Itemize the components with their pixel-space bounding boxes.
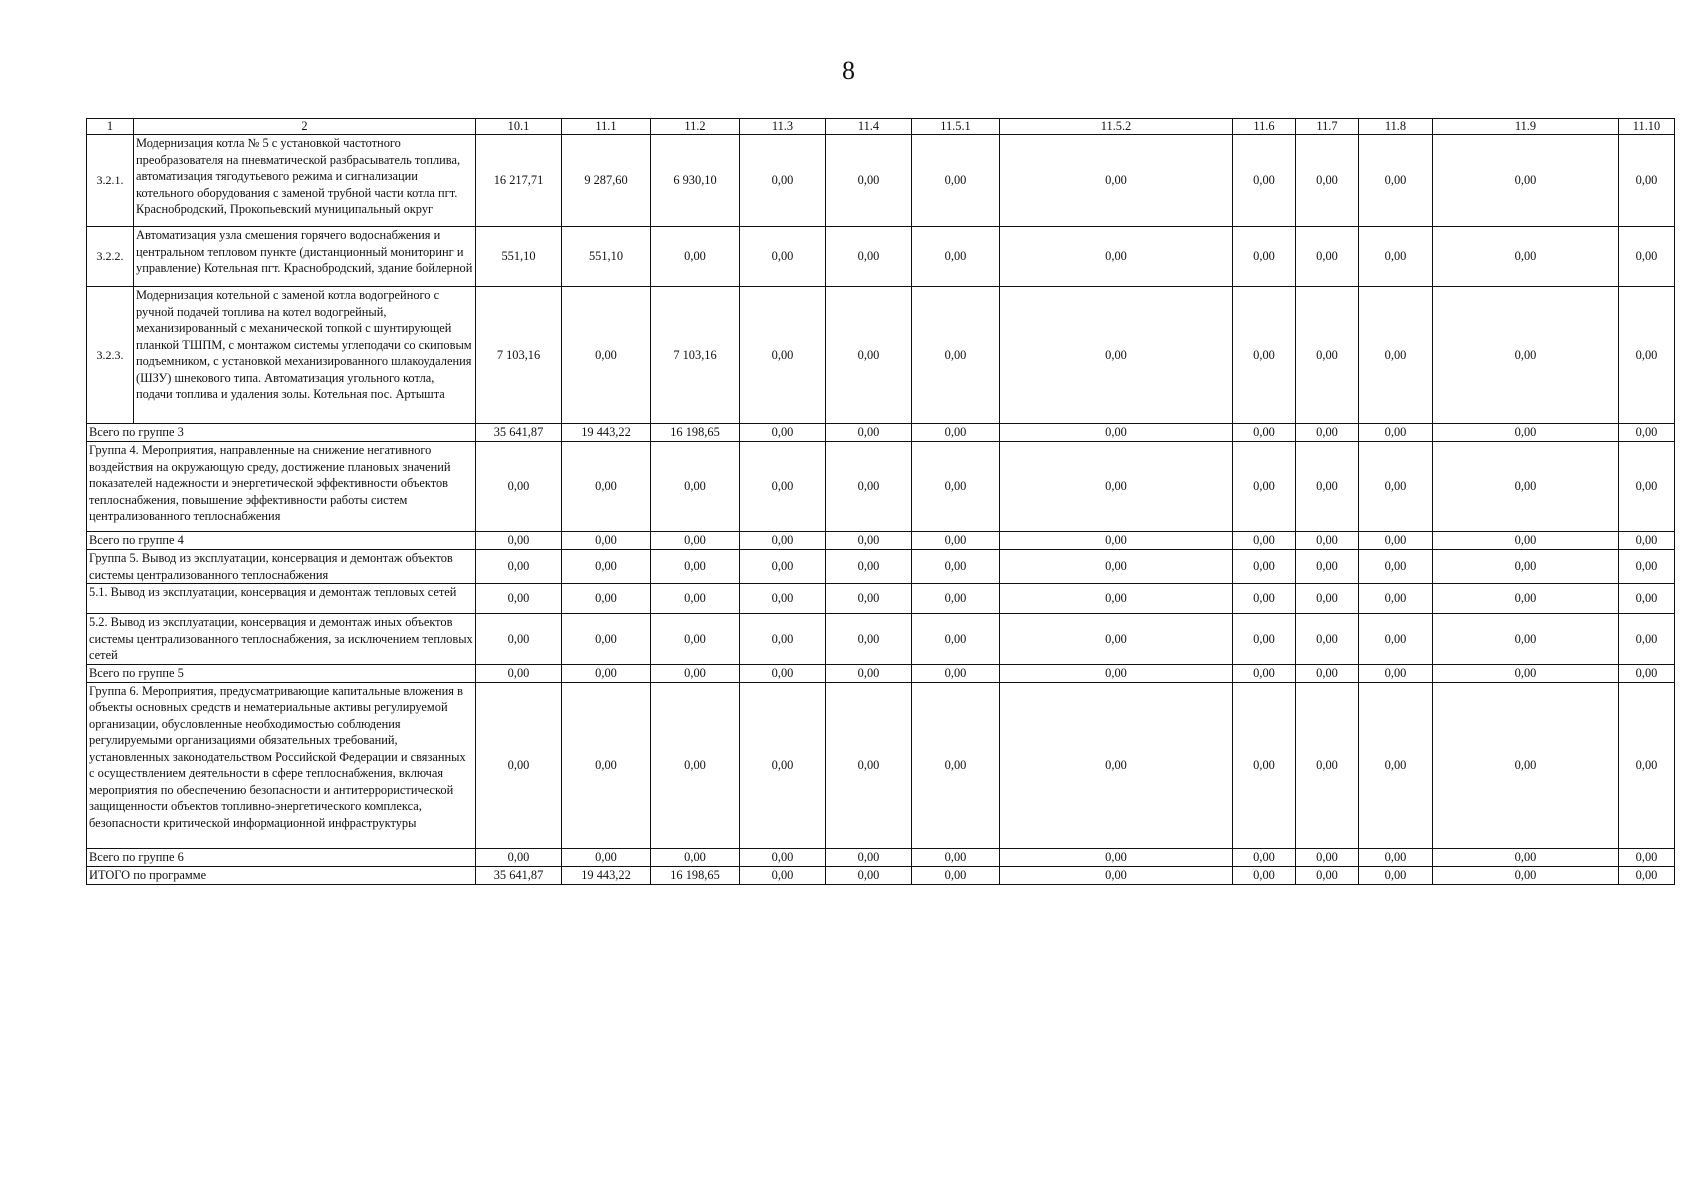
column-header: 11.6 (1233, 119, 1296, 135)
value-cell: 0,00 (740, 532, 826, 550)
column-header: 11.9 (1433, 119, 1619, 135)
value-cell: 0,00 (1000, 135, 1233, 227)
value-cell: 0,00 (740, 227, 826, 287)
value-cell: 0,00 (740, 848, 826, 866)
value-cell: 0,00 (562, 664, 651, 682)
value-cell: 0,00 (1233, 682, 1296, 848)
value-cell: 0,00 (1359, 614, 1433, 665)
value-cell: 0,00 (912, 848, 1000, 866)
column-header: 11.8 (1359, 119, 1433, 135)
value-cell: 0,00 (1233, 664, 1296, 682)
value-cell: 0,00 (740, 866, 826, 884)
group-label: Группа 4. Мероприятия, направленные на снижение негативного воздействия на окружающую среду, достижение плановых значений показателей надежности и энергетической эффективности объектов теплоснабжения, повышение эффективности работы систем централизованного теплоснабжения (87, 442, 476, 532)
value-cell: 6 930,10 (651, 135, 740, 227)
value-cell: 0,00 (912, 584, 1000, 614)
value-cell: 0,00 (1433, 442, 1619, 532)
value-cell: 7 103,16 (476, 287, 562, 424)
table-group-row (87, 550, 1675, 584)
value-cell: 0,00 (1359, 584, 1433, 614)
value-cell: 0,00 (476, 550, 562, 584)
value-cell: 0,00 (651, 532, 740, 550)
value-cell: 0,00 (740, 682, 826, 848)
value-cell: 0,00 (476, 442, 562, 532)
value-cell: 0,00 (740, 287, 826, 424)
table-group-row (87, 614, 1675, 665)
value-cell: 0,00 (1359, 135, 1433, 227)
value-cell: 0,00 (1296, 287, 1359, 424)
value-cell: 0,00 (1000, 550, 1233, 584)
value-cell: 0,00 (826, 848, 912, 866)
value-cell: 0,00 (1296, 227, 1359, 287)
value-cell: 0,00 (912, 866, 1000, 884)
value-cell: 0,00 (740, 664, 826, 682)
column-header: 11.5.2 (1000, 119, 1233, 135)
column-header: 11.2 (651, 119, 740, 135)
value-cell: 0,00 (1619, 848, 1675, 866)
value-cell: 0,00 (651, 442, 740, 532)
value-cell: 0,00 (740, 584, 826, 614)
value-cell: 0,00 (1000, 227, 1233, 287)
total-label: ИТОГО по программе (87, 866, 476, 884)
value-cell: 0,00 (912, 664, 1000, 682)
table-group-row (87, 584, 1675, 614)
value-cell: 0,00 (1000, 584, 1233, 614)
value-cell: 0,00 (1619, 682, 1675, 848)
value-cell: 0,00 (1359, 848, 1433, 866)
value-cell: 0,00 (1233, 866, 1296, 884)
table-group-row (87, 442, 1675, 532)
row-description: Модернизация котла № 5 с установкой частотного преобразователя на пневматической разбрасыватель топлива, автоматизация тягодутьевого режима и сигнализации котельного оборудования с заменой трубной части котла пгт. Краснобродский, Прокопьевский муниципальный округ (134, 135, 476, 227)
value-cell: 0,00 (1433, 584, 1619, 614)
value-cell: 0,00 (1233, 532, 1296, 550)
value-cell: 0,00 (740, 442, 826, 532)
value-cell: 0,00 (1433, 532, 1619, 550)
column-header: 11.3 (740, 119, 826, 135)
value-cell: 0,00 (1233, 584, 1296, 614)
value-cell: 0,00 (476, 682, 562, 848)
value-cell: 0,00 (1433, 848, 1619, 866)
group-label: Группа 5. Вывод из эксплуатации, консервация и демонтаж объектов системы централизованного теплоснабжения (87, 550, 476, 584)
value-cell: 0,00 (826, 584, 912, 614)
value-cell: 0,00 (826, 866, 912, 884)
total-label: Всего по группе 4 (87, 532, 476, 550)
value-cell: 0,00 (826, 442, 912, 532)
value-cell: 0,00 (912, 614, 1000, 665)
table-group-row (87, 682, 1675, 848)
table-total-row (87, 532, 1675, 550)
value-cell: 0,00 (1233, 135, 1296, 227)
value-cell: 0,00 (1359, 550, 1433, 584)
value-cell: 0,00 (1296, 584, 1359, 614)
value-cell: 0,00 (1233, 424, 1296, 442)
value-cell: 0,00 (1433, 550, 1619, 584)
value-cell: 0,00 (1433, 227, 1619, 287)
table-row (87, 287, 1675, 424)
value-cell: 0,00 (562, 442, 651, 532)
value-cell: 0,00 (1433, 682, 1619, 848)
column-header: 1 (87, 119, 134, 135)
value-cell: 0,00 (826, 135, 912, 227)
value-cell: 0,00 (1619, 227, 1675, 287)
value-cell: 0,00 (476, 532, 562, 550)
value-cell: 0,00 (912, 227, 1000, 287)
value-cell: 0,00 (651, 664, 740, 682)
value-cell: 0,00 (1296, 866, 1359, 884)
value-cell: 0,00 (1619, 866, 1675, 884)
value-cell: 0,00 (740, 135, 826, 227)
investment-program-table (86, 118, 1675, 885)
value-cell: 0,00 (562, 848, 651, 866)
value-cell: 0,00 (1000, 848, 1233, 866)
value-cell: 16 198,65 (651, 866, 740, 884)
value-cell: 0,00 (1296, 442, 1359, 532)
value-cell: 0,00 (1000, 287, 1233, 424)
value-cell: 0,00 (1233, 848, 1296, 866)
row-description: Автоматизация узла смешения горячего водоснабжения и центральном тепловом пункте (дистанционный мониторинг и управление) Котельная пгт. Краснобродский, здание бойлерной (134, 227, 476, 287)
value-cell: 0,00 (1359, 664, 1433, 682)
value-cell: 0,00 (740, 550, 826, 584)
value-cell: 35 641,87 (476, 866, 562, 884)
table-total-row (87, 664, 1675, 682)
value-cell: 7 103,16 (651, 287, 740, 424)
value-cell: 0,00 (1619, 532, 1675, 550)
group-label: Группа 6. Мероприятия, предусматривающие капитальные вложения в объекты основных средств и нематериальные активы регулируемой организации, обусловленные необходимостью соблюдения регулируемыми организациями обязательных требований, установленных законодательством Российской Федерации и связанных с осуществлением деятельности в сфере теплоснабжения, включая мероприятия по обеспечению безопасности и антитеррористической защищенности объектов топливно-энергетического комплекса, безопасности критической информационной инфраструктуры (87, 682, 476, 848)
value-cell: 0,00 (476, 614, 562, 665)
value-cell: 0,00 (826, 682, 912, 848)
value-cell: 0,00 (651, 584, 740, 614)
value-cell: 0,00 (1433, 135, 1619, 227)
value-cell: 551,10 (562, 227, 651, 287)
value-cell: 0,00 (476, 848, 562, 866)
value-cell: 0,00 (562, 287, 651, 424)
value-cell: 0,00 (912, 442, 1000, 532)
value-cell: 0,00 (1296, 664, 1359, 682)
value-cell: 0,00 (1296, 532, 1359, 550)
value-cell: 9 287,60 (562, 135, 651, 227)
value-cell: 0,00 (912, 135, 1000, 227)
row-code: 3.2.1. (87, 135, 134, 227)
value-cell: 0,00 (1433, 424, 1619, 442)
value-cell: 0,00 (826, 424, 912, 442)
column-header: 11.5.1 (912, 119, 1000, 135)
value-cell: 0,00 (1619, 614, 1675, 665)
value-cell: 0,00 (1359, 682, 1433, 848)
value-cell: 0,00 (562, 682, 651, 848)
value-cell: 0,00 (1359, 287, 1433, 424)
column-header: 10.1 (476, 119, 562, 135)
value-cell: 0,00 (1619, 135, 1675, 227)
value-cell: 0,00 (1000, 682, 1233, 848)
value-cell: 0,00 (1619, 664, 1675, 682)
value-cell: 0,00 (826, 227, 912, 287)
value-cell: 0,00 (826, 664, 912, 682)
value-cell: 0,00 (1233, 227, 1296, 287)
column-header: 11.10 (1619, 119, 1675, 135)
column-header: 11.1 (562, 119, 651, 135)
row-code: 3.2.3. (87, 287, 134, 424)
value-cell: 0,00 (1433, 287, 1619, 424)
value-cell: 0,00 (740, 614, 826, 665)
value-cell: 0,00 (740, 424, 826, 442)
value-cell: 0,00 (912, 532, 1000, 550)
value-cell: 0,00 (562, 532, 651, 550)
value-cell: 0,00 (1000, 664, 1233, 682)
value-cell: 0,00 (1619, 424, 1675, 442)
value-cell: 0,00 (1000, 866, 1233, 884)
value-cell: 0,00 (1619, 287, 1675, 424)
value-cell: 0,00 (1296, 424, 1359, 442)
row-code: 3.2.2. (87, 227, 134, 287)
value-cell: 0,00 (1233, 550, 1296, 584)
table-total-row (87, 424, 1675, 442)
value-cell: 0,00 (1296, 848, 1359, 866)
value-cell: 19 443,22 (562, 866, 651, 884)
value-cell: 0,00 (826, 287, 912, 424)
value-cell: 0,00 (1359, 532, 1433, 550)
value-cell: 0,00 (912, 550, 1000, 584)
column-header: 11.7 (1296, 119, 1359, 135)
column-header: 11.4 (826, 119, 912, 135)
value-cell: 0,00 (476, 584, 562, 614)
value-cell: 0,00 (1000, 442, 1233, 532)
value-cell: 0,00 (1000, 424, 1233, 442)
table-row (87, 135, 1675, 227)
value-cell: 0,00 (651, 614, 740, 665)
value-cell: 16 198,65 (651, 424, 740, 442)
value-cell: 0,00 (1296, 682, 1359, 848)
value-cell: 0,00 (826, 614, 912, 665)
group-label: 5.2. Вывод из эксплуатации, консервация и демонтаж иных объектов системы централизованного теплоснабжения, за исключением тепловых сетей (87, 614, 476, 665)
value-cell: 0,00 (1359, 442, 1433, 532)
total-label: Всего по группе 6 (87, 848, 476, 866)
value-cell: 0,00 (912, 424, 1000, 442)
value-cell: 0,00 (1233, 614, 1296, 665)
value-cell: 0,00 (651, 550, 740, 584)
total-label: Всего по группе 3 (87, 424, 476, 442)
value-cell: 0,00 (1296, 614, 1359, 665)
total-label: Всего по группе 5 (87, 664, 476, 682)
value-cell: 0,00 (912, 682, 1000, 848)
value-cell: 0,00 (826, 532, 912, 550)
value-cell: 0,00 (651, 848, 740, 866)
table-row (87, 227, 1675, 287)
value-cell: 0,00 (1619, 550, 1675, 584)
table-total-row (87, 866, 1675, 884)
value-cell: 0,00 (562, 614, 651, 665)
value-cell: 35 641,87 (476, 424, 562, 442)
column-header-row (87, 119, 1675, 135)
value-cell: 0,00 (1619, 442, 1675, 532)
value-cell: 0,00 (1000, 532, 1233, 550)
value-cell: 0,00 (1296, 135, 1359, 227)
value-cell: 0,00 (562, 550, 651, 584)
value-cell: 0,00 (1359, 424, 1433, 442)
value-cell: 0,00 (912, 287, 1000, 424)
value-cell: 551,10 (476, 227, 562, 287)
group-label: 5.1. Вывод из эксплуатации, консервация и демонтаж тепловых сетей (87, 584, 476, 614)
value-cell: 0,00 (1359, 227, 1433, 287)
value-cell: 0,00 (1000, 614, 1233, 665)
value-cell: 16 217,71 (476, 135, 562, 227)
row-description: Модернизация котельной с заменой котла водогрейного с ручной подачей топлива на котел водогрейный, механизированный с механической топкой с шунтирующей планкой ТШПМ, с монтажом системы углеподачи со скиповым подъемником, с установкой механизированного шлакоудаления (ШЗУ) шнекового типа. Автоматизация угольного котла, подачи топлива и удаления золы. Котельная пос. Артышта (134, 287, 476, 424)
value-cell: 0,00 (1359, 866, 1433, 884)
value-cell: 0,00 (826, 550, 912, 584)
value-cell: 0,00 (1433, 614, 1619, 665)
value-cell: 19 443,22 (562, 424, 651, 442)
value-cell: 0,00 (1433, 866, 1619, 884)
value-cell: 0,00 (651, 227, 740, 287)
value-cell: 0,00 (1233, 442, 1296, 532)
column-header: 2 (134, 119, 476, 135)
value-cell: 0,00 (476, 664, 562, 682)
value-cell: 0,00 (1619, 584, 1675, 614)
page-number: 8 (842, 56, 855, 85)
value-cell: 0,00 (562, 584, 651, 614)
value-cell: 0,00 (1296, 550, 1359, 584)
value-cell: 0,00 (651, 682, 740, 848)
table-total-row (87, 848, 1675, 866)
value-cell: 0,00 (1433, 664, 1619, 682)
value-cell: 0,00 (1233, 287, 1296, 424)
